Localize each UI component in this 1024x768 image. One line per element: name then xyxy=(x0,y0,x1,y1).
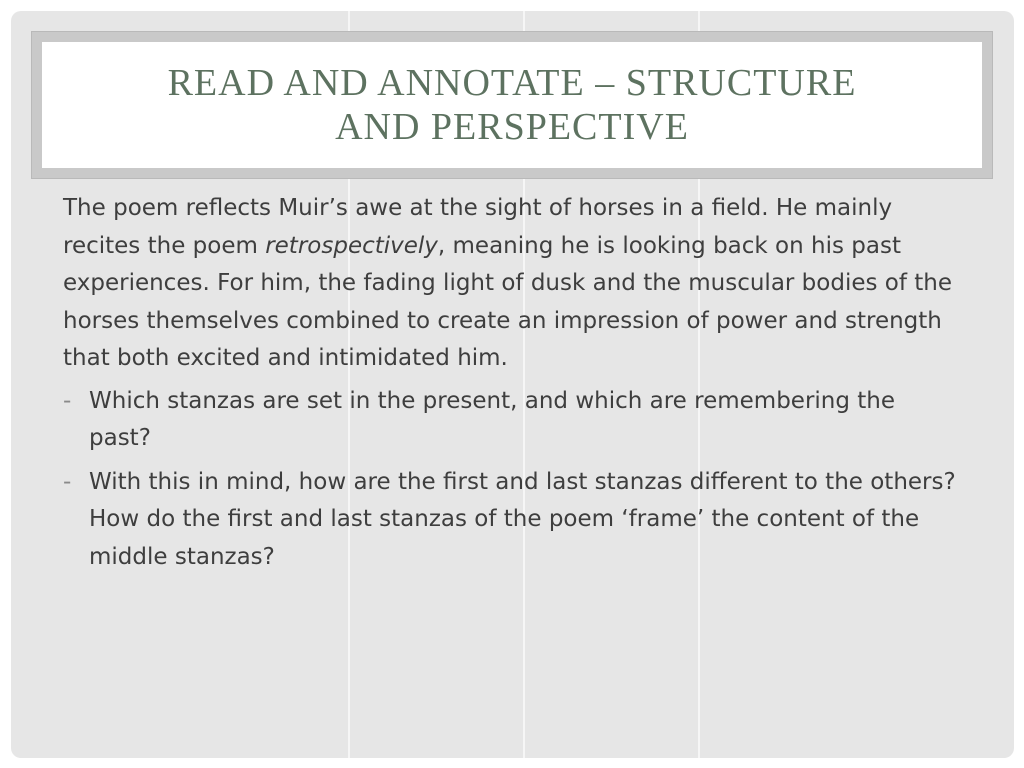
question-text: With this in mind, how are the first and last stanzas different to the others? How do the first and last stanzas of the poem ‘frame’ the content of the middle stanzas? xyxy=(89,468,956,570)
slide-body xyxy=(63,190,963,582)
slide-title-line-1: READ AND ANNOTATE – STRUCTURE xyxy=(167,62,857,104)
intro-text-start: The poem reflects Muir’s awe at the sight of horses in a field. He mainly recites the poem xyxy=(63,195,893,259)
title-box xyxy=(42,42,982,168)
bullet-dash: - xyxy=(63,387,72,414)
slide-title-line-2: AND PERSPECTIVE xyxy=(335,106,689,148)
intro-text-end: , meaning he is looking back on his past experiences. For him, the fading light of dusk and the muscular bodies of the horses themselves combined to create an impression of power and strength that both excited and intimidated him. xyxy=(63,232,953,371)
question-text: Which stanzas are set in the present, and which are remembering the past? xyxy=(89,387,896,451)
intro-emphasis: retrospectively xyxy=(265,232,438,259)
title-frame xyxy=(31,31,993,179)
question-item xyxy=(63,464,963,577)
slide-title xyxy=(168,61,857,149)
bullet-dash: - xyxy=(63,468,72,495)
question-item xyxy=(63,383,963,458)
intro-paragraph xyxy=(63,190,963,378)
